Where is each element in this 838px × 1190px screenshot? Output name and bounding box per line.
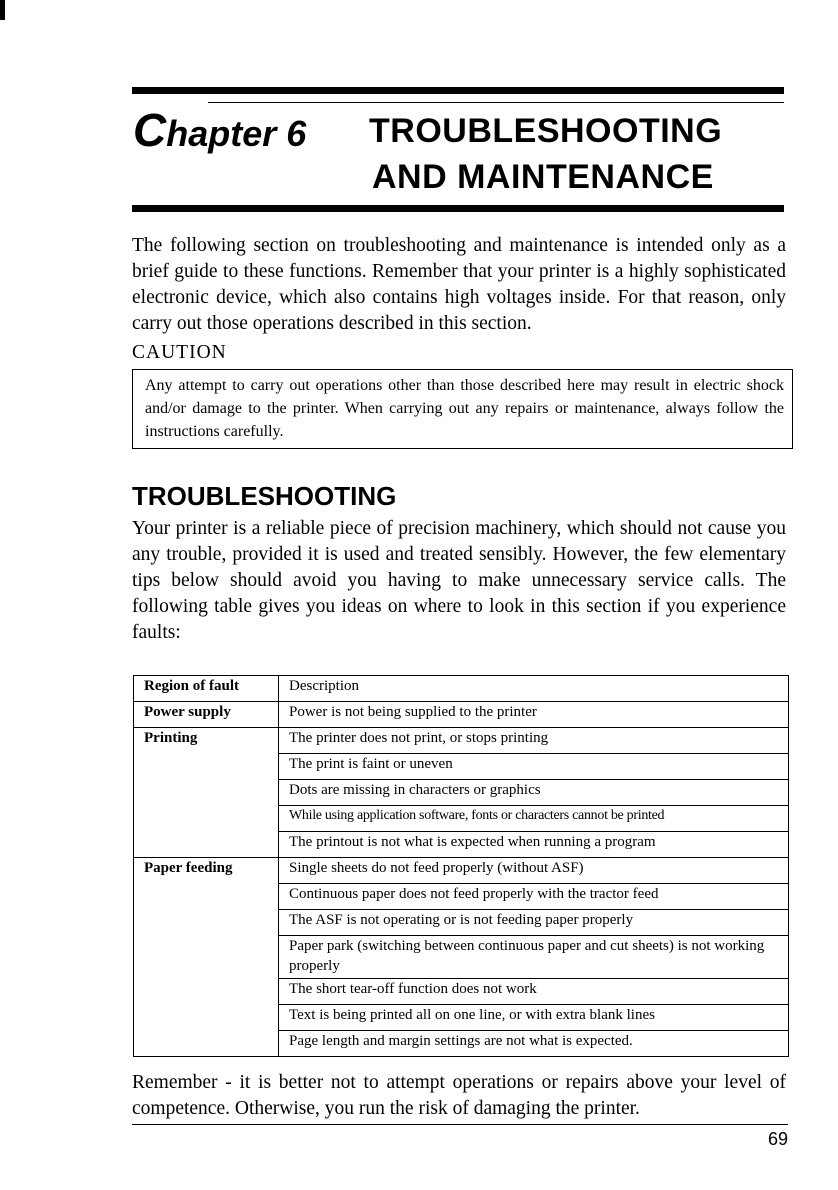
region-cell: Printing: [134, 728, 279, 754]
caution-heading: CAUTION: [132, 342, 227, 363]
description-cell: Page length and margin settings are not what is expected.: [279, 1031, 789, 1057]
fault-table: [133, 675, 789, 1057]
description-cell: Continuous paper does not feed properly with the tractor feed: [279, 884, 789, 910]
chapter-label: [133, 104, 306, 160]
caution-box: [132, 369, 793, 449]
closing-paragraph: Remember - it is better not to attempt operations or repairs above your level of competence. Otherwise, you run the risk of damaging the printer.: [132, 1072, 786, 1119]
description-cell: The printout is not what is expected when running a program: [279, 832, 789, 858]
scan-edge-mark: [0, 0, 5, 20]
table-row: [134, 936, 789, 979]
table-row: [134, 1005, 789, 1031]
description-cell: Text is being printed all on one line, or with extra blank lines: [279, 1005, 789, 1031]
region-cell: Paper feeding: [134, 858, 279, 884]
header-rule-top: [132, 87, 784, 94]
header-region-cell: Region of fault: [134, 676, 279, 702]
table-header-row: [134, 676, 789, 702]
description-cell: The printer does not print, or stops printing: [279, 728, 789, 754]
footer-rule: [132, 1124, 788, 1125]
table-row: [134, 858, 789, 884]
description-cell: Power is not being supplied to the printer: [279, 702, 789, 728]
region-cell: Power supply: [134, 702, 279, 728]
description-cell: Paper park (switching between continuous paper and cut sheets) is not working properly: [279, 936, 789, 979]
page-number: 69: [767, 1129, 788, 1149]
table-row: [134, 728, 789, 754]
description-cell: The ASF is not operating or is not feeding paper properly: [279, 910, 789, 936]
table-row: [134, 1031, 789, 1057]
description-cell: While using application software, fonts or characters cannot be printed: [279, 806, 789, 832]
chapter-title-line1: TROUBLESHOOTING: [369, 112, 723, 150]
description-cell: The short tear-off function does not work: [279, 979, 789, 1005]
description-cell: The print is faint or uneven: [279, 754, 789, 780]
header-description-cell: Description: [279, 676, 789, 702]
table-row: [134, 702, 789, 728]
chapter-title-line2: AND MAINTENANCE: [372, 158, 714, 196]
table-row: [134, 780, 789, 806]
table-row: [134, 910, 789, 936]
intro-paragraph: The following section on troubleshooting and maintenance is intended only as a brief guide to these functions. Remember that your printer is a highly sophisticated electronic device, which also contains high voltages inside. For that reason, only carry out those operations described in this section.: [132, 235, 786, 334]
table-row: [134, 979, 789, 1005]
troubleshooting-paragraph: Your printer is a reliable piece of precision machinery, which should not cause you any trouble, provided it is used and treated sensibly. However, the few elementary tips below should avoid you having to make unnecessary service calls. The following table gives you ideas on where to look in this section if you experience faults:: [132, 518, 786, 643]
table-row: [134, 832, 789, 858]
chapter-label-rest: hapter 6: [166, 113, 307, 154]
table-row: [134, 754, 789, 780]
chapter-label-initial: C: [133, 104, 167, 156]
chapter-title: [355, 108, 795, 200]
description-cell: Single sheets do not feed properly (without ASF): [279, 858, 789, 884]
table-row: [134, 884, 789, 910]
header-rule-thin: [208, 102, 784, 103]
header-rule-bottom: [132, 205, 784, 212]
description-cell: Dots are missing in characters or graphics: [279, 780, 789, 806]
table-row: [134, 806, 789, 832]
caution-text: Any attempt to carry out operations other than those described here may result in electric shock and/or damage to the printer. When carrying out any repairs or maintenance, always follow the instructions carefully.: [145, 377, 784, 440]
troubleshooting-heading: TROUBLESHOOTING: [132, 481, 397, 511]
